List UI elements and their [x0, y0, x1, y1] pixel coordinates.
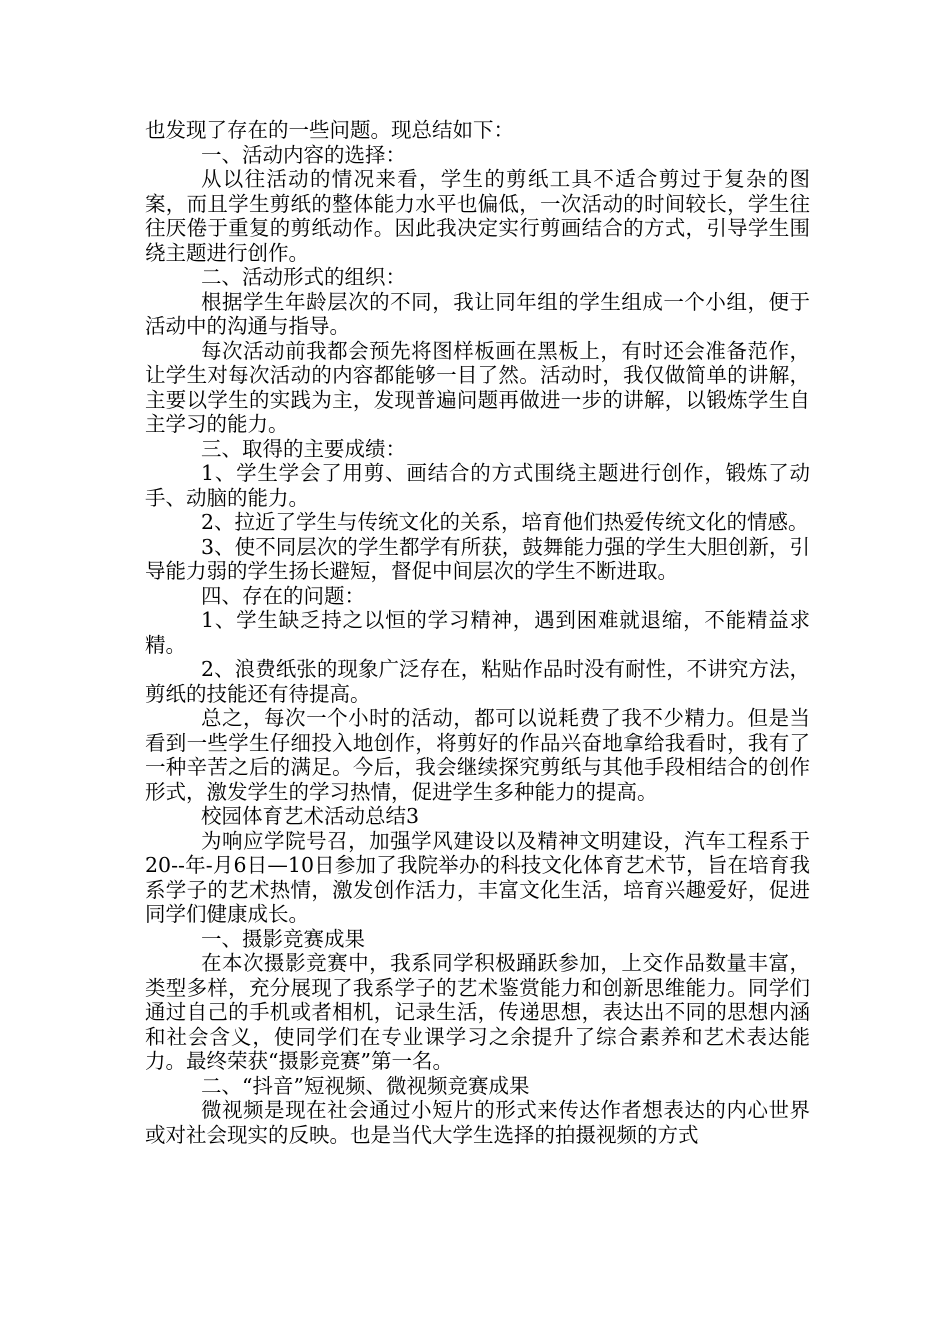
- section-heading: 二、“抖音”短视频、微视频竞赛成果: [201, 1073, 530, 1098]
- article-title: 校园体育艺术活动总结3: [201, 804, 420, 828]
- list-item: 2、拉近了学生与传统文化的关系，培育他们热爱传统文化的情感。: [201, 510, 809, 534]
- document-body: [145, 118, 810, 1147]
- paragraph: 为响应学院号召，加强学风建设以及精神文明建设，汽车工程系于20--年-月6日—10日参加了我院举办的科技文化体育艺术节，旨在培育我系学子的艺术热情，激发创作活力，丰富文化生活，培育兴趣爱好，促进同学们健康成长。: [145, 828, 810, 926]
- section-heading: 四、存在的问题：: [201, 583, 365, 608]
- section-heading: 一、摄影竞赛成果: [201, 926, 365, 951]
- list-item: 3、使不同层次的学生都学有所获，鼓舞能力强的学生大胆创新，引导能力弱的学生扬长避短，督促中间层次的学生不断进取。: [145, 534, 810, 583]
- list-item: 1、学生缺乏持之以恒的学习精神，遇到困难就退缩，不能精益求精。: [145, 608, 810, 657]
- paragraph: 在本次摄影竞赛中，我系同学积极踊跃参加，上交作品数量丰富，类型多样，充分展现了我系学子的艺术鉴赏能力和创新思维能力。同学们通过自己的手机或者相机，记录生活，传递思想，表达出不同的思想内涵和社会含义，使同学们在专业课学习之余提升了综合素养和艺术表达能力。最终荣获“摄影竞赛”第一名。: [145, 951, 810, 1073]
- paragraph: 根据学生年龄层次的不同，我让同年组的学生组成一个小组，便于活动中的沟通与指导。: [145, 289, 810, 338]
- paragraph: 也发现了存在的一些问题。现总结如下：: [145, 118, 514, 142]
- paragraph: 总之，每次一个小时的活动，都可以说耗费了我不少精力。但是当看到一些学生仔细投入地创作，将剪好的作品兴奋地拿给我看时，我有了一种辛苦之后的满足。今后，我会继续探究剪纸与其他手段相结合的创作形式，激发学生的学习热情，促进学生多种能力的提高。: [145, 706, 810, 804]
- list-item: 1、学生学会了用剪、画结合的方式围绕主题进行创作，锻炼了动手、动脑的能力。: [145, 461, 810, 510]
- list-item: 2、浪费纸张的现象广泛存在，粘贴作品时没有耐性，不讲究方法，剪纸的技能还有待提高。: [145, 657, 810, 706]
- paragraph: 从以往活动的情况来看，学生的剪纸工具不适合剪过于复杂的图案，而且学生剪纸的整体能力水平也偏低，一次活动的时间较长，学生往往厌倦于重复的剪纸动作。因此我决定实行剪画结合的方式，引导学生围绕主题进行创作。: [145, 167, 810, 265]
- paragraph: 微视频是现在社会通过小短片的形式来传达作者想表达的内心世界或对社会现实的反映。也是当代大学生选择的拍摄视频的方式: [145, 1098, 810, 1147]
- section-heading: 一、活动内容的选择：: [201, 142, 406, 167]
- section-heading: 三、取得的主要成绩：: [201, 436, 406, 461]
- section-heading: 二、活动形式的组织：: [201, 265, 406, 289]
- paragraph: 每次活动前我都会预先将图样板画在黑板上，有时还会准备范作，让学生对每次活动的内容都能够一目了然。活动时，我仅做简单的讲解，主要以学生的实践为主，发现普遍问题再做进一步的讲解，以锻炼学生自主学习的能力。: [145, 338, 810, 436]
